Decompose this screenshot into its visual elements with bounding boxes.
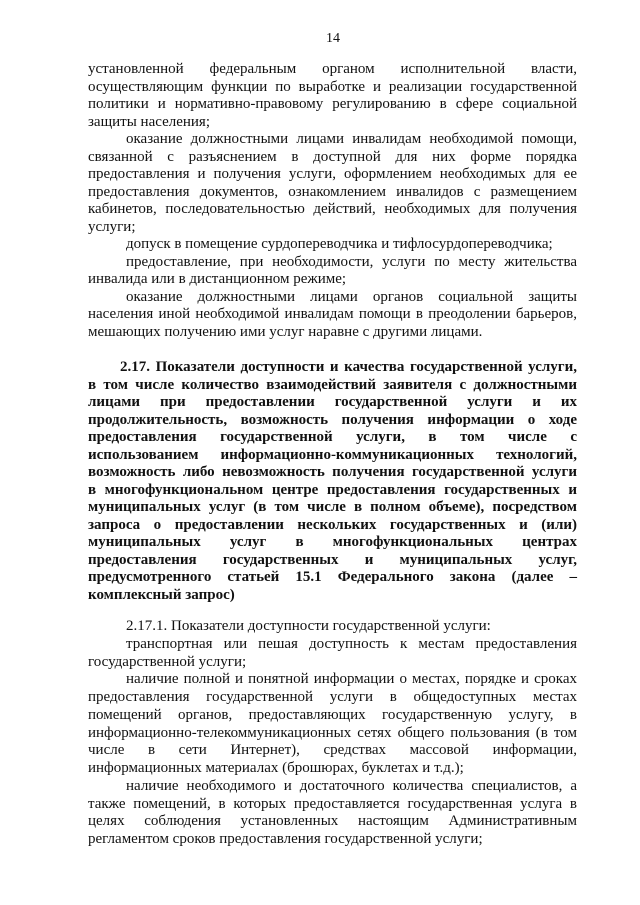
text-line: также помещений, в которых предоставляется государственная услуга в [88,795,577,812]
text-line: 2.17.1. Показатели доступности государственной услуги: [126,618,491,634]
text-line: предоставления и получения услуги, оформлением необходимых для ее [88,166,577,182]
paragraph [88,254,577,289]
section-body [88,618,577,849]
text-line: мешающих получению ими услуг наравне с другими лицами. [88,323,483,340]
section-heading [88,359,577,604]
text-line: связанной с разъяснением в доступной для них форме порядка [88,148,577,165]
body-text-block [88,61,577,341]
heading-line: муниципальных услуг (в том числе в полном объеме), посредством [88,499,577,515]
heading-line: в том числе количество взаимодействий заявителя с должностными [88,376,577,393]
heading-line: возможность либо невозможность получения государственной услуги [88,464,577,480]
text-line: регламентом сроков предоставления государственной услуги; [88,831,483,847]
text-line: государственной услуги; [88,653,247,670]
heading-line: продолжительность, возможность получения информации о ходе [88,411,577,428]
text-line: наличие необходимого и достаточного количества специалистов, а [126,777,577,794]
heading-line: использованием информационно-коммуникационных технологий, [88,446,577,463]
paragraph [88,636,577,672]
text-line: информационных материалах (брошюрах, буклетах и т.д.); [88,760,464,776]
text-line: оказание должностными лицами инвалидам необходимой помощи, [126,131,577,147]
paragraph [88,61,577,131]
page-number: 14 [326,31,340,46]
heading-line: предоставления государственных и муниципальных услуг, [88,551,577,568]
paragraph [88,778,577,849]
paragraph [88,618,577,636]
text-line: услуги; [88,218,136,235]
heading-line: муниципальных услуг в многофункциональных центрах [88,534,577,550]
heading-line: предоставления государственной услуги, в том числе с [88,429,577,445]
text-line: кабинетов, последовательностью действий, необходимых для получения [88,201,577,217]
heading-line: лицами при предоставлении государственной услуги и их [88,394,577,410]
heading-line: предусмотренного статьей 15.1 Федерального закона (далее – [88,569,577,585]
heading-line: 2.17. Показатели доступности и качества государственной услуги, [120,359,577,375]
paragraph [88,671,577,778]
text-line: предоставления государственной услуги в общедоступных местах [88,689,577,705]
text-line: инвалида или в дистанционном режиме; [88,271,347,287]
text-line: предоставления документов, ознакомлением инвалидов с размещением [88,183,577,200]
text-line: транспортная или пешая доступность к местам предоставления [126,635,577,652]
text-line: допуск в помещение сурдопереводчика и тифлосурдопереводчика; [126,236,553,252]
text-line: установленной федеральным органом исполнительной власти, [88,61,577,77]
text-line: политики и нормативно-правовому регулированию в сфере социальной [88,96,577,112]
paragraph [88,236,577,254]
text-line: информационно-телекоммуникационных сетях общего пользования (в том [88,724,577,741]
text-line: защиты населения; [88,113,210,130]
heading-line: комплексный запрос) [88,586,235,603]
text-line: помещений органов, предоставляющих государственную услугу, в [88,706,577,723]
heading-line: в многофункциональном центре предоставления государственных и [88,481,577,498]
text-line: населения иной необходимой инвалидам помощи в преодолении барьеров, [88,306,577,322]
text-line: наличие полной и понятной информации о местах, порядке и сроках [126,671,577,688]
text-line: оказание должностными лицами органов социальной защиты [126,288,577,305]
heading-line: запроса о предоставлении нескольких государственных и (или) [88,516,577,533]
text-line: осуществляющим функции по выработке и реализации государственной [88,78,577,95]
text-line: предоставление, при необходимости, услуги по месту жительства [126,253,577,270]
paragraph [88,131,577,236]
paragraph [88,289,577,342]
text-line: целях соблюдения установленных настоящим Административным [88,813,577,830]
text-line: числе в сети Интернет), средствах массовой информации, [88,742,577,759]
